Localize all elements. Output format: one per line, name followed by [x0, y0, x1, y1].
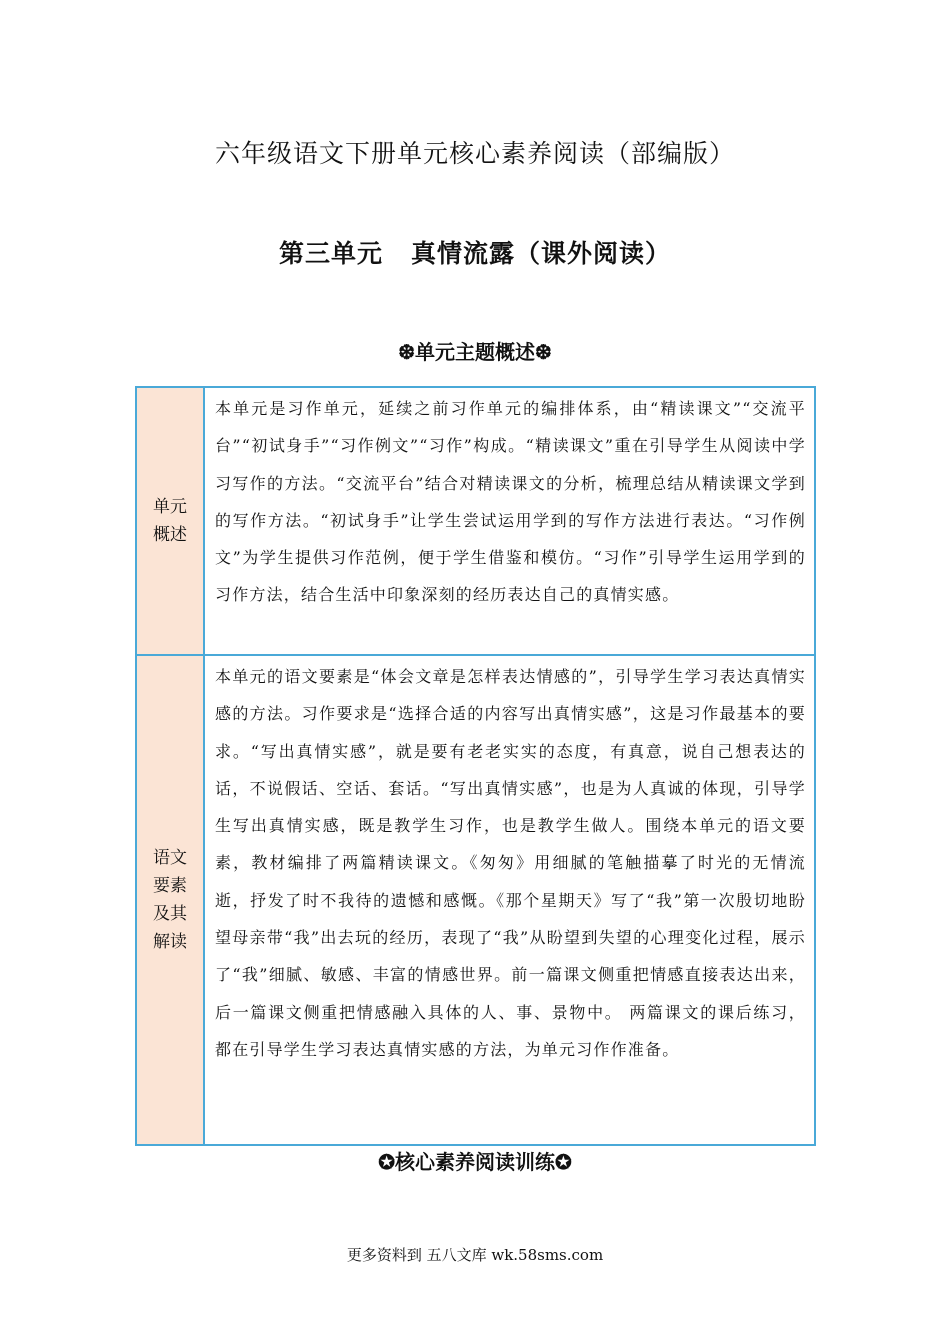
footer-note: 更多资料到 五八文库 wk.58sms.com [346, 1246, 604, 1264]
row-label-elements [136, 655, 204, 1145]
unit-title [0, 234, 950, 270]
table-row-elements [136, 655, 815, 1145]
overview-heading: ❆单元主题概述❆ [398, 340, 552, 364]
row-text-elements: 本单元的语文要素是“体会文章是怎样表达情感的”，引导学生学习表达真情实感的方法。习作要求是“选择合适的内容写出真情实感”，这是习作最基本的要求。“写出真情实感”，就是要有老老实实的态度，有真意，说自己想表达的话，不说假话、空话、套话。“写出真情实感”，也是为人真诚的体现，引导学生写出真情实感，既是教学生习作，也是教学生做人。围绕本单元的语文要素，教材编排了两篇精读课文。《匆匆》用细腻的笔触描摹了时光的无情流逝，抒发了时不我待的遗憾和感慨。《那个星期天》写了“我”第一次殷切地盼望母亲带“我”出去玩的经历，表现了“我”从盼望到失望的心理变化过程，展示了“我”细腻、敏感、丰富的情感世界。前一篇课文侧重把情感直接表达出来，后一篇课文侧重把情感融入具体的人、事、景物中。 两篇课文的课后练习，都在引导学生学习表达真情实感的方法，为单元习作作准备。 [204, 655, 815, 1145]
document-title: 六年级语文下册单元核心素养阅读（部编版） [214, 139, 735, 168]
row-label-overview [136, 387, 204, 655]
table-row-overview [136, 387, 815, 655]
unit-number: 第三单元 [278, 239, 383, 268]
training-heading: ✪核心素养阅读训练✪ [378, 1150, 572, 1174]
unit-theme: 真情流露（课外阅读） [411, 239, 672, 268]
row-text-overview: 本单元是习作单元，延续之前习作单元的编排体系，由“精读课文”“交流平台”“初试身手”“习作例文”“习作”构成。“精读课文”重在引导学生从阅读中学习写作的方法。“交流平台”结合对精读课文的分析，梳理总结从精读课文学到的写作方法。“初试身手”让学生尝试运用学到的写作方法进行表达。“习作例文”为学生提供习作范例，便于学生借鉴和模仿。“习作”引导学生运用学到的习作方法，结合生活中印象深刻的经历表达自己的真情实感。 [204, 387, 815, 655]
label-text: 单元 概述 [153, 497, 187, 545]
unit-overview-table [135, 386, 816, 1146]
label-text: 语文 要素 及其 解读 [153, 848, 187, 952]
